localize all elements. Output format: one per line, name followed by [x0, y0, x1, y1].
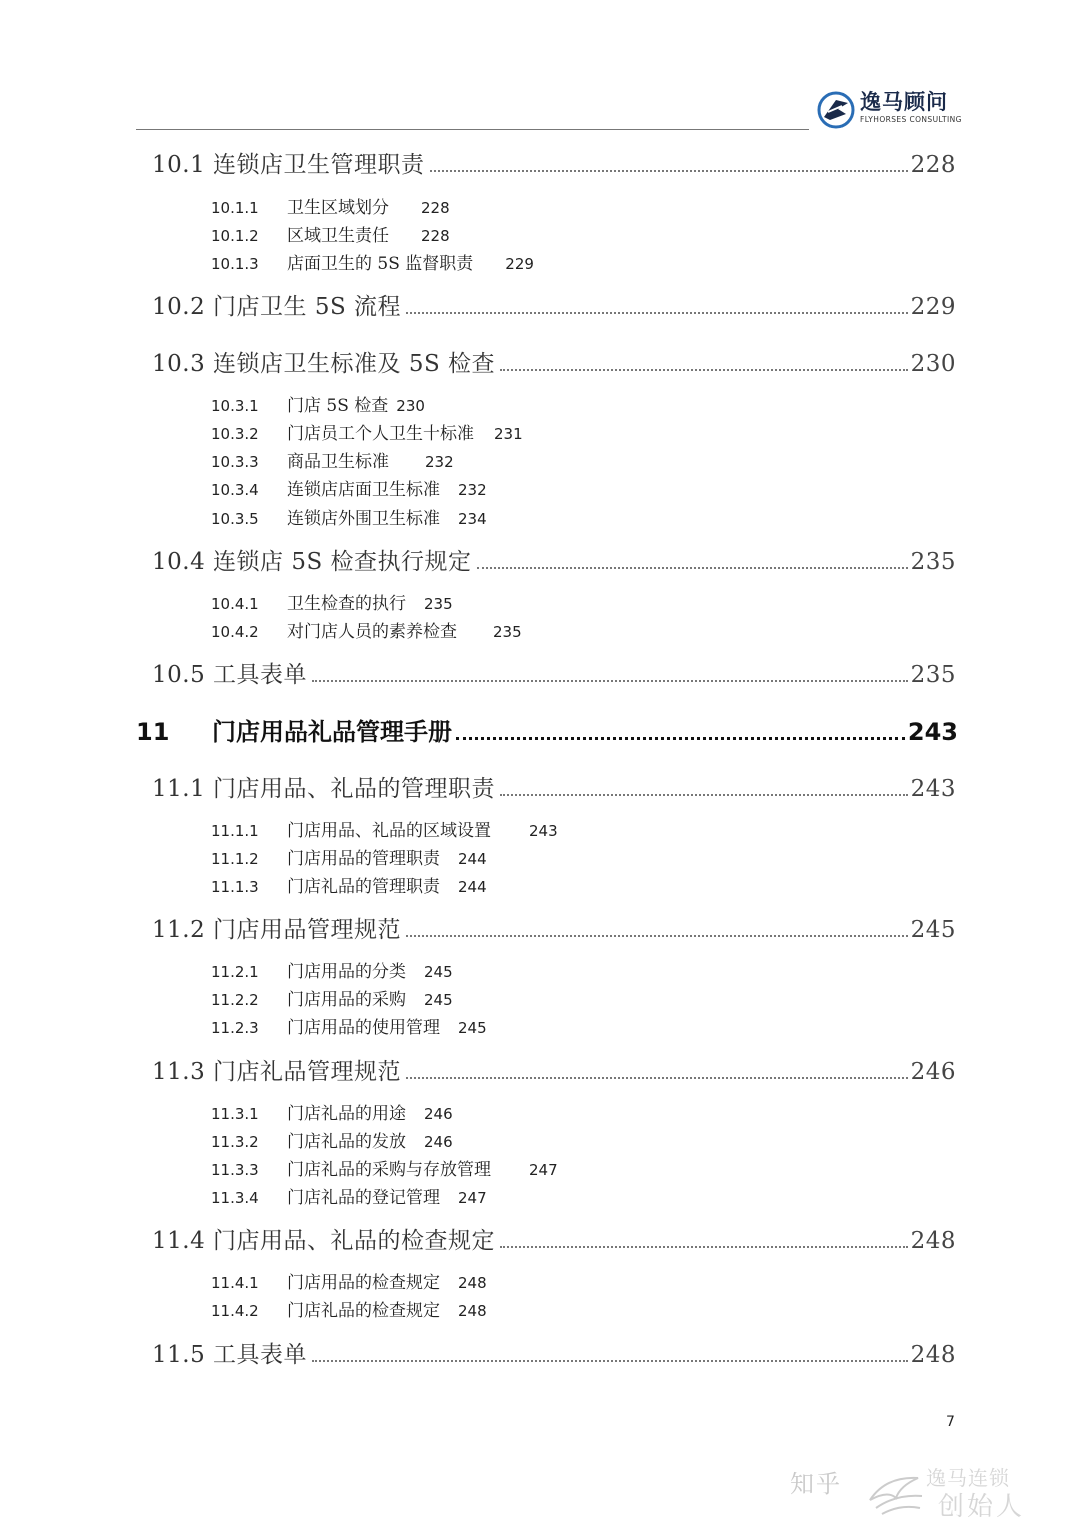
toc-subsection-10-3-3[interactable]: [211, 447, 454, 472]
toc-page: 246: [424, 1133, 453, 1151]
toc-title: 10.1 连锁店卫生管理职责: [152, 152, 425, 178]
toc-page: 229: [505, 255, 534, 273]
toc-section-10-4[interactable]: [152, 543, 956, 576]
toc-number: 11.1.2: [211, 850, 259, 868]
toc-title: 门店用品、礼品的区域设置: [287, 821, 491, 841]
toc-title: 10.5 工具表单: [152, 662, 308, 688]
toc-page: 244: [458, 850, 487, 868]
logo-name: 逸马顾问: [860, 90, 948, 114]
leader-dots: [406, 312, 908, 314]
toc-section-11-2[interactable]: [152, 911, 956, 944]
toc-subsection-11-1-3[interactable]: [211, 872, 487, 897]
toc-title: 门店 5S 检查: [287, 396, 389, 416]
toc-title: 卫生检查的执行: [287, 594, 406, 614]
toc-number: 11.3.1: [211, 1105, 259, 1123]
toc-subsection-10-1-2[interactable]: [211, 221, 450, 246]
toc-title: 商品卫生标准: [287, 452, 389, 472]
watermark-text-3: 创始人: [938, 1492, 1026, 1522]
toc-page: 235: [424, 595, 453, 613]
toc-number: 10.3.4: [211, 481, 259, 499]
toc-title: 门店用品的采购: [287, 990, 406, 1010]
toc-page: 245: [458, 1019, 487, 1037]
toc-page: 247: [458, 1189, 487, 1207]
toc-page: 232: [425, 453, 454, 471]
toc-number: 11.3.3: [211, 1161, 259, 1179]
toc-subsection-11-3-1[interactable]: [211, 1099, 453, 1124]
toc-title: 门店礼品的登记管理: [287, 1188, 440, 1208]
toc-title: 门店礼品的用途: [287, 1104, 406, 1124]
toc-title: 11.4 门店用品、礼品的检查规定: [152, 1228, 496, 1254]
wing-logo-icon: [866, 1470, 926, 1516]
leader-dots: [312, 680, 908, 682]
toc-subsection-10-3-5[interactable]: [211, 504, 487, 529]
chapter-number: 11: [136, 718, 170, 746]
toc-chapter-11[interactable]: [136, 712, 958, 747]
toc-subsection-11-2-2[interactable]: [211, 985, 453, 1010]
toc-title: 门店礼品的发放: [287, 1132, 406, 1152]
toc-number: 10.3.1: [211, 397, 259, 415]
toc-subsection-10-3-4[interactable]: [211, 475, 487, 500]
toc-page: 230: [396, 397, 425, 415]
toc-title: 10.4 连锁店 5S 检查执行规定: [152, 549, 472, 575]
toc-page: 245: [424, 963, 453, 981]
toc-title: 对门店人员的素养检查: [287, 622, 457, 642]
toc-title: 门店用品的管理职责: [287, 849, 440, 869]
toc-title: 门店员工个人卫生十标准: [287, 424, 474, 444]
toc-subsection-10-4-2[interactable]: [211, 617, 522, 642]
toc-title: 门店礼品的检查规定: [287, 1301, 440, 1321]
toc-page: 248: [458, 1274, 487, 1292]
toc-number: 10.4.2: [211, 623, 259, 641]
toc-subsection-11-4-1[interactable]: [211, 1268, 487, 1293]
toc-section-11-3[interactable]: [152, 1053, 956, 1086]
toc-title: 11.5 工具表单: [152, 1342, 308, 1368]
toc-title: 区域卫生责任: [287, 226, 389, 246]
toc-number: 10.4.1: [211, 595, 259, 613]
toc-page: 243: [529, 822, 558, 840]
toc-page: 228: [910, 152, 956, 178]
toc-section-11-1[interactable]: [152, 770, 956, 803]
toc-title: 门店用品的使用管理: [287, 1018, 440, 1038]
toc-number: 10.3.2: [211, 425, 259, 443]
chapter-title: 门店用品礼品管理手册: [212, 718, 452, 746]
toc-subsection-11-1-2[interactable]: [211, 844, 487, 869]
leader-dots: [500, 1246, 908, 1248]
toc-page: 228: [421, 227, 450, 245]
toc-subsection-11-3-4[interactable]: [211, 1183, 487, 1208]
watermark: [790, 1462, 1070, 1522]
toc-number: 11.4.2: [211, 1302, 259, 1320]
leader-dots: [456, 737, 905, 740]
toc-page: 235: [910, 662, 956, 688]
toc-page: 245: [910, 917, 956, 943]
toc-subsection-11-1-1[interactable]: [211, 816, 558, 841]
toc-subsection-11-3-2[interactable]: [211, 1127, 453, 1152]
flyhorses-logo-icon: [816, 90, 856, 130]
leader-dots: [406, 935, 908, 937]
toc-page: 229: [910, 294, 956, 320]
toc-page: 246: [424, 1105, 453, 1123]
toc-page: 245: [424, 991, 453, 1009]
toc-section-10-1[interactable]: [152, 146, 956, 179]
toc-section-10-2[interactable]: [152, 288, 956, 321]
company-logo: [816, 86, 966, 132]
toc-page: 234: [458, 510, 487, 528]
toc-title: 门店用品的分类: [287, 962, 406, 982]
toc-number: 11.2.2: [211, 991, 259, 1009]
toc-subsection-10-1-3[interactable]: [211, 249, 534, 274]
toc-subsection-11-2-3[interactable]: [211, 1013, 487, 1038]
toc-number: 11.1.1: [211, 822, 259, 840]
page-number: 7: [946, 1414, 955, 1430]
watermark-text: 知乎: [790, 1470, 842, 1498]
leader-dots: [312, 1360, 908, 1362]
toc-page: 246: [910, 1059, 956, 1085]
toc-title: 连锁店外围卫生标准: [287, 509, 440, 529]
leader-dots: [477, 567, 908, 569]
toc-subsection-10-4-1[interactable]: [211, 589, 453, 614]
toc-subsection-11-4-2[interactable]: [211, 1296, 487, 1321]
leader-dots: [500, 794, 908, 796]
header-rule: [136, 129, 809, 130]
toc-number: 10.3.3: [211, 453, 259, 471]
toc-number: 11.3.2: [211, 1133, 259, 1151]
toc-number: 10.1.3: [211, 255, 259, 273]
toc-page: 235: [493, 623, 522, 641]
toc-number: 11.2.3: [211, 1019, 259, 1037]
toc-page: 248: [910, 1228, 956, 1254]
toc-subsection-10-3-2[interactable]: [211, 419, 523, 444]
toc-number: 10.3.5: [211, 510, 259, 528]
leader-dots: [406, 1077, 908, 1079]
toc-page: 232: [458, 481, 487, 499]
toc-subsection-11-2-1[interactable]: [211, 957, 453, 982]
toc-number: 10.1.1: [211, 199, 259, 217]
toc-section-10-3[interactable]: [152, 345, 956, 378]
toc-section-11-5[interactable]: [152, 1336, 956, 1369]
toc-title: 10.2 门店卫生 5S 流程: [152, 294, 402, 320]
toc-number: 11.1.3: [211, 878, 259, 896]
toc-subsection-10-3-1[interactable]: [211, 391, 425, 416]
toc-title: 门店礼品的管理职责: [287, 877, 440, 897]
toc-page: 230: [910, 351, 956, 377]
toc-page: 248: [458, 1302, 487, 1320]
toc-title: 卫生区域划分: [287, 198, 389, 218]
toc-page: 243: [910, 776, 956, 802]
toc-page: 231: [494, 425, 523, 443]
toc-number: 10.1.2: [211, 227, 259, 245]
toc-title: 11.1 门店用品、礼品的管理职责: [152, 776, 496, 802]
toc-title: 11.2 门店用品管理规范: [152, 917, 402, 943]
toc-page: 228: [421, 199, 450, 217]
toc-title: 连锁店店面卫生标准: [287, 480, 440, 500]
toc-title: 10.3 连锁店卫生标准及 5S 检查: [152, 351, 496, 377]
watermark-text-2: 逸马连锁: [926, 1466, 1010, 1490]
toc-subsection-10-1-1[interactable]: [211, 193, 450, 218]
leader-dots: [430, 170, 908, 172]
toc-subsection-11-3-3[interactable]: [211, 1155, 558, 1180]
toc-number: 11.4.1: [211, 1274, 259, 1292]
toc-page: 248: [910, 1342, 956, 1368]
toc-number: 11.3.4: [211, 1189, 259, 1207]
toc-number: 11.2.1: [211, 963, 259, 981]
chapter-page: 243: [907, 718, 958, 746]
toc-page: 247: [529, 1161, 558, 1179]
toc-title: 店面卫生的 5S 监督职责: [287, 254, 474, 274]
toc-page: 235: [910, 549, 956, 575]
toc-page: 244: [458, 878, 487, 896]
toc-section-11-4[interactable]: [152, 1222, 956, 1255]
toc-title: 门店礼品的采购与存放管理: [287, 1160, 491, 1180]
toc-title: 门店用品的检查规定: [287, 1273, 440, 1293]
logo-subtitle: FLYHORSES CONSULTING: [860, 115, 962, 124]
toc-section-10-5[interactable]: [152, 656, 956, 689]
leader-dots: [500, 369, 908, 371]
toc-title: 11.3 门店礼品管理规范: [152, 1059, 402, 1085]
